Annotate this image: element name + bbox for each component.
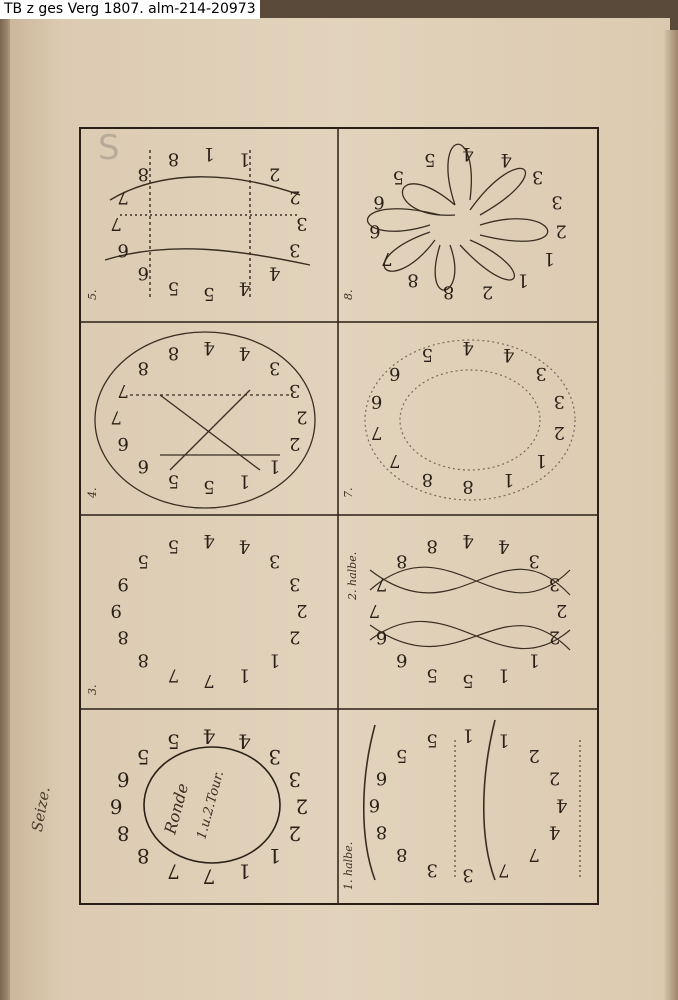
figure-number: 8 xyxy=(117,626,129,648)
figure-number: 8 xyxy=(462,476,474,497)
figure-number: 3 xyxy=(268,744,282,769)
figure-number: 8 xyxy=(137,163,150,185)
figure-number: 6 xyxy=(368,794,381,816)
figure-number: 7 xyxy=(498,859,510,881)
figure-number: 6 xyxy=(116,767,130,792)
figure-number: 7 xyxy=(167,664,180,686)
figure-number: 8 xyxy=(136,844,150,869)
figure-number: 7 xyxy=(117,379,129,401)
figure-number: 4 xyxy=(462,530,474,552)
figure-number: 3 xyxy=(289,379,301,401)
faint-mark: S xyxy=(98,128,120,168)
figure-number: 6 xyxy=(370,391,383,412)
figure-number: 4 xyxy=(500,149,512,171)
figure-number: 2 xyxy=(289,433,301,455)
fig-label-8: 8. xyxy=(342,289,355,300)
figure-number: 8 xyxy=(396,550,408,572)
figure-number: 1 xyxy=(238,470,251,492)
figure-number: 7 xyxy=(110,213,122,234)
figure-number: 6 xyxy=(373,191,385,213)
figure-number: 5 xyxy=(424,149,436,171)
figure-number: 5 xyxy=(426,664,438,686)
figure-number: 1 xyxy=(498,729,510,751)
fig-label-3: 3. xyxy=(86,684,99,695)
figure-number: 3 xyxy=(268,357,281,379)
figure-number: 1 xyxy=(238,859,251,884)
figure-number: 3 xyxy=(531,166,544,188)
figure-number: 6 xyxy=(137,455,150,477)
figure-number: 1 xyxy=(543,247,555,269)
figure-number: 4 xyxy=(238,277,251,299)
figure-number: 7 xyxy=(110,406,122,428)
side-label-seize: Seize. xyxy=(28,785,54,834)
figure-number: 5 xyxy=(203,282,215,304)
table-border xyxy=(80,128,598,904)
figure-number: 3 xyxy=(553,391,566,412)
figure-number: 4 xyxy=(462,337,474,358)
figure-number: 4 xyxy=(203,337,215,358)
figure-number: 2 xyxy=(288,821,302,846)
figure-number: 4 xyxy=(462,143,474,165)
figure-number: 2 xyxy=(528,744,540,766)
figure-number: 1 xyxy=(268,649,281,671)
figure-number: 2 xyxy=(553,422,566,443)
figure-number: 8 xyxy=(137,649,150,671)
figure-number: 7 xyxy=(117,186,129,208)
figure-number: 1 xyxy=(268,455,281,477)
figure-number: 5 xyxy=(392,166,405,188)
figure-number: 8 xyxy=(137,357,150,379)
panel-fig2-figure xyxy=(370,567,570,650)
figure-number: 8 xyxy=(167,342,180,364)
figure-number: 1 xyxy=(498,664,510,686)
figure-number: 1 xyxy=(268,844,282,869)
figure-number: 2 xyxy=(268,163,281,185)
figure-number: 5 xyxy=(396,744,408,766)
figure-number: 3 xyxy=(289,573,301,595)
figure-number: 1 xyxy=(238,664,251,686)
figure-number: 8 xyxy=(421,469,434,491)
figure-number: 1 xyxy=(203,143,215,165)
figure-number: 7 xyxy=(202,864,216,889)
figure-number: 6 xyxy=(137,262,150,284)
figure-number: 8 xyxy=(407,269,419,291)
figure-number: 8 xyxy=(426,535,438,557)
figure-number: 7 xyxy=(167,859,180,884)
figure-number: 4 xyxy=(238,535,251,557)
figure-number: 2 xyxy=(555,220,567,242)
figure-number: 3 xyxy=(296,213,308,234)
figure-number: 3 xyxy=(462,864,474,886)
figure-number: 8 xyxy=(167,148,180,170)
figure-number: 6 xyxy=(109,794,123,819)
figure-number: 2 xyxy=(555,600,568,621)
figure-number: 6 xyxy=(117,433,129,455)
figure-number: 2 xyxy=(548,767,561,789)
figure-number: 3 xyxy=(268,550,281,572)
figure-number: 2 xyxy=(296,600,308,621)
figure-number: 6 xyxy=(375,626,388,648)
figure-number: 4 xyxy=(202,724,216,749)
ronde-subtitle: 1.u.2.Tour. xyxy=(194,769,228,842)
figure-number: 4 xyxy=(548,821,561,843)
figure-number: 7 xyxy=(381,247,393,269)
figure-number: 1 xyxy=(517,269,529,291)
figure-number: 7 xyxy=(370,422,383,443)
figure-number: 4 xyxy=(203,530,215,552)
figure-number: 9 xyxy=(117,573,129,595)
fig-label-2-halbe: 2. halbe. xyxy=(346,551,359,600)
figure-number: 2 xyxy=(289,186,301,208)
figure-number: 7 xyxy=(368,600,381,621)
figure-number: 2 xyxy=(289,626,301,648)
figure-number: 5 xyxy=(421,343,434,365)
panel-fig8-figure xyxy=(368,144,548,290)
figure-number: 6 xyxy=(117,239,129,261)
figure-number: 8 xyxy=(375,821,388,843)
figure-number: 7 xyxy=(389,449,401,471)
figure-number: 3 xyxy=(528,550,540,572)
figure-number: 1 xyxy=(238,148,251,170)
figure-number: 2 xyxy=(295,794,309,819)
figure-number: 4 xyxy=(268,262,281,284)
figure-number: 4 xyxy=(498,535,510,557)
figure-number: 3 xyxy=(548,573,561,595)
ronde-title: Ronde xyxy=(160,781,193,837)
figure-number: 6 xyxy=(396,649,408,671)
fig-label-1-halbe: 1. halbe. xyxy=(342,841,355,890)
figure-number: 5 xyxy=(203,476,215,497)
figure-number: 6 xyxy=(389,363,401,385)
figure-number: 2 xyxy=(481,281,494,303)
fig-label-5: 5. xyxy=(86,289,99,300)
figure-number: 1 xyxy=(502,469,515,491)
figure-number: 3 xyxy=(289,239,301,261)
figure-number: 6 xyxy=(369,220,381,242)
figure-number: 8 xyxy=(396,844,408,866)
figure-number: 6 xyxy=(375,767,388,789)
figure-number: 3 xyxy=(288,767,302,792)
figure-number: 9 xyxy=(110,600,122,621)
figure-number: 5 xyxy=(167,535,180,557)
figure-number: 2 xyxy=(296,406,308,428)
image-caption: TB z ges Verg 1807. alm-214-20973 xyxy=(0,0,260,19)
figure-number: 1 xyxy=(535,449,547,471)
figure-number: 8 xyxy=(116,821,130,846)
figure-number: 2 xyxy=(548,626,561,648)
figure-number: 7 xyxy=(528,844,540,866)
figure-number: 4 xyxy=(555,794,568,816)
figure-number: 8 xyxy=(442,281,455,303)
figure-number: 5 xyxy=(136,744,150,769)
figure-number: 4 xyxy=(238,729,251,754)
figure-number: 5 xyxy=(426,729,438,751)
figure-number: 7 xyxy=(203,669,215,691)
fig-label-4: 4. xyxy=(86,487,99,498)
figure-number: 4 xyxy=(238,342,251,364)
figure-number: 3 xyxy=(535,363,547,385)
figure-number: 5 xyxy=(462,669,474,691)
figure-number: 5 xyxy=(167,470,180,492)
fig-label-7: 7. xyxy=(342,487,355,498)
figure-number: 1 xyxy=(462,724,474,746)
figure-number: 3 xyxy=(551,191,563,213)
figure-number: 5 xyxy=(167,729,180,754)
figure-number: 3 xyxy=(426,859,438,881)
figure-number: 5 xyxy=(137,550,150,572)
figure-number: 7 xyxy=(375,573,388,595)
figure-number: 5 xyxy=(167,277,180,299)
figure-number: 4 xyxy=(502,343,515,365)
figure-number: 1 xyxy=(528,649,540,671)
